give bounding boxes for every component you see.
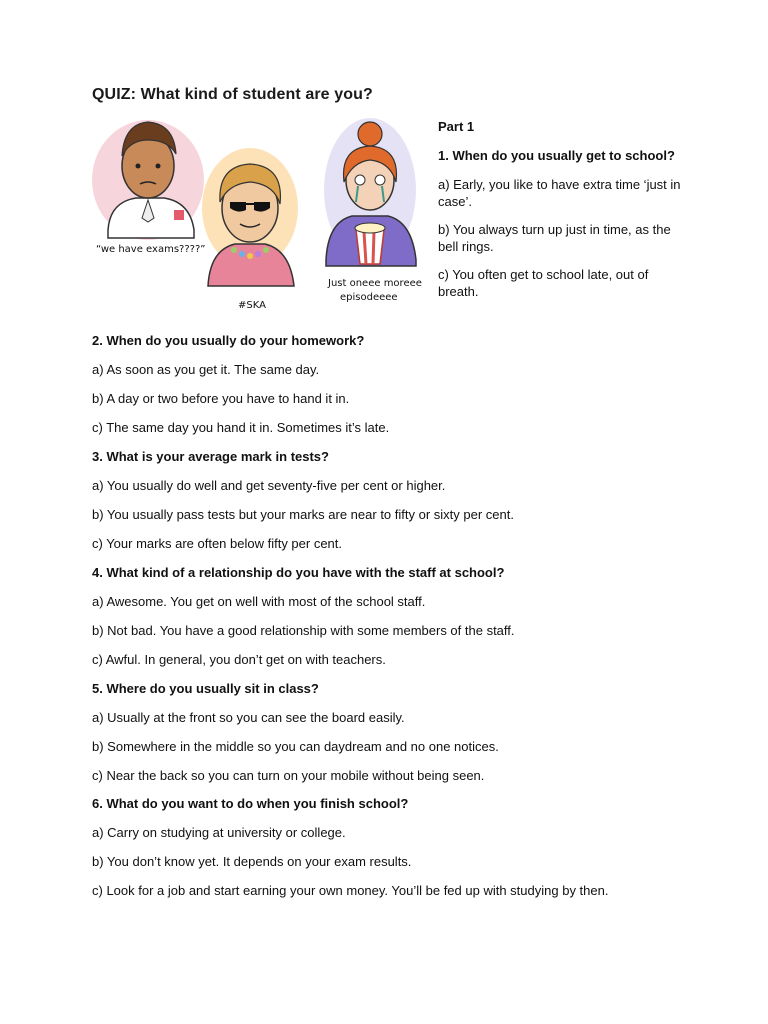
part1-block [438, 118, 688, 311]
student-illustration [90, 110, 426, 314]
caption-ska: #SKA [238, 300, 266, 311]
answer-1b: b) You always turn up just in time, as the bell rings. [438, 222, 671, 254]
answer-2c: c) The same day you hand it in. Sometimes it’s late. [92, 420, 390, 435]
answer-5a: a) Usually at the front so you can see the board easily. [92, 710, 405, 725]
part-label: Part 1 [438, 119, 475, 134]
answer-2a: a) As soon as you get it. The same day. [92, 362, 320, 377]
caption-exams: “we have exams????” [96, 244, 206, 255]
answer-3b: b) You usually pass tests but your marks are near to fifty or sixty per cent. [92, 507, 514, 522]
caption-episode-line1: Just oneee moreee [328, 278, 422, 289]
question-1: 1. When do you usually get to school? [438, 148, 675, 163]
answer-3a: a) You usually do well and get seventy-five per cent or higher. [92, 478, 446, 493]
answer-2b: b) A day or two before you have to hand it in. [92, 391, 350, 406]
worried-student-drawing [92, 120, 205, 255]
answer-4a: a) Awesome. You get on well with most of the school staff. [92, 594, 426, 609]
answer-6b: b) You don’t know yet. It depends on your exam results. [92, 854, 412, 869]
question-5: 5. Where do you usually sit in class? [92, 681, 319, 696]
answer-5c: c) Near the back so you can turn on your mobile without being seen. [92, 768, 485, 783]
answer-3c: c) Your marks are often below fifty per cent. [92, 536, 343, 551]
answer-1c: c) You often get to school late, out of breath. [438, 267, 649, 299]
cool-student-drawing [202, 148, 298, 311]
tired-student-drawing [324, 118, 422, 303]
answer-5b: b) Somewhere in the middle so you can daydream and no one notices. [92, 739, 499, 754]
question-6: 6. What do you want to do when you finish school? [92, 796, 409, 811]
question-2: 2. When do you usually do your homework? [92, 333, 365, 348]
question-3: 3. What is your average mark in tests? [92, 449, 329, 464]
answer-4b: b) Not bad. You have a good relationship with some members of the staff. [92, 623, 515, 638]
answer-6c: c) Look for a job and start earning your own money. You’ll be fed up with studying by then. [92, 883, 609, 898]
answer-4c: c) Awful. In general, you don’t get on with teachers. [92, 652, 386, 667]
question-4: 4. What kind of a relationship do you have with the staff at school? [92, 565, 505, 580]
page-title: QUIZ: What kind of student are you? [92, 86, 373, 103]
caption-episode-line2: episodeeee [340, 292, 398, 303]
answer-1a: a) Early, you like to have extra time ‘just in case’. [438, 177, 681, 209]
answer-6a: a) Carry on studying at university or college. [92, 825, 346, 840]
